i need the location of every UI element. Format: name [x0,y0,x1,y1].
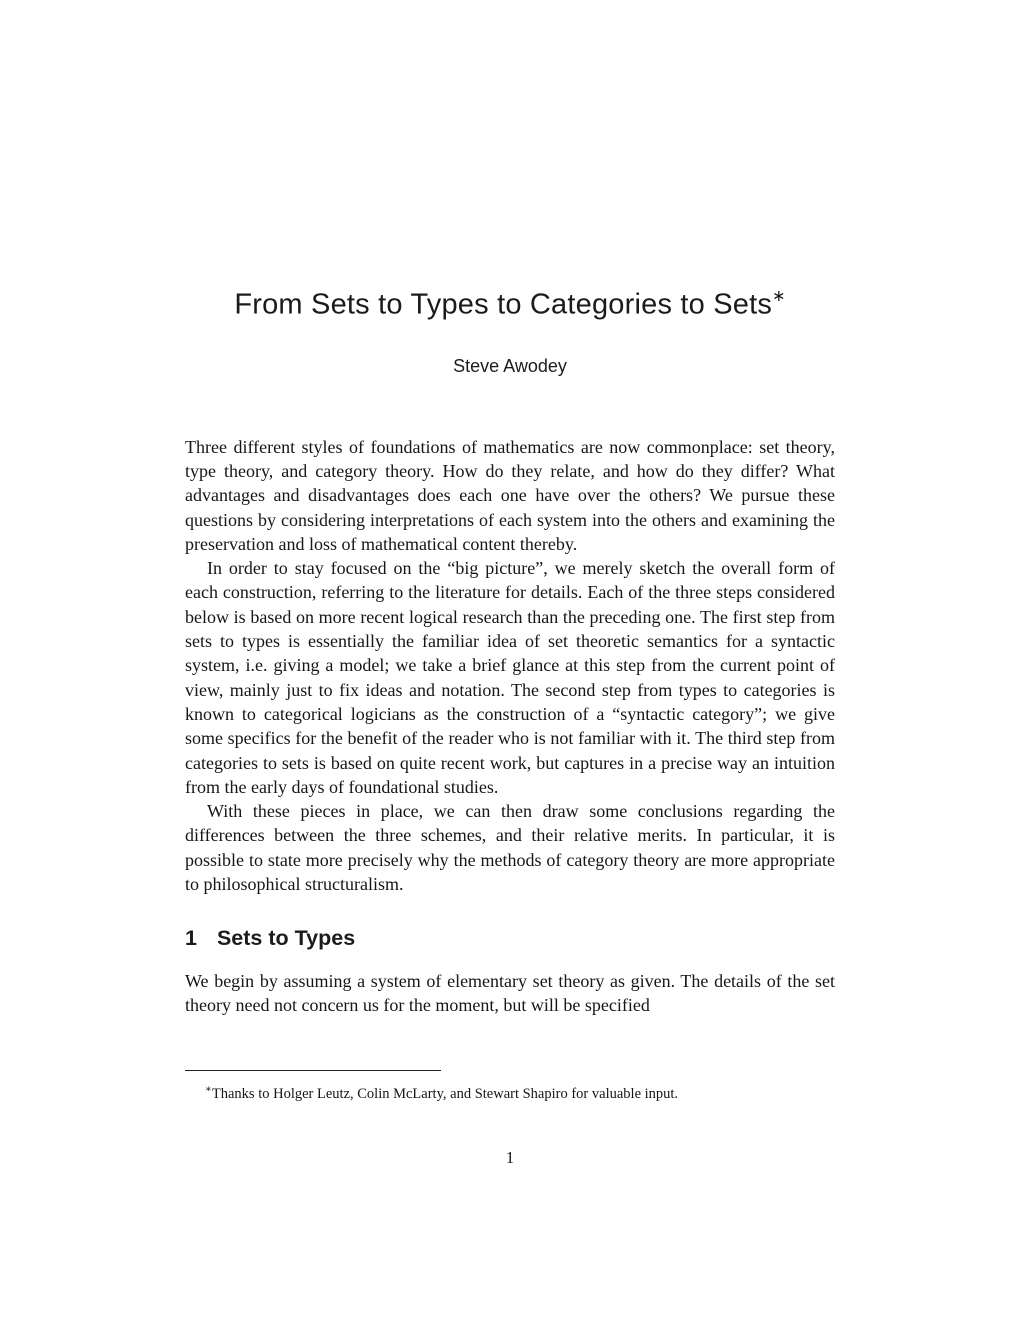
paper-title [185,282,835,322]
footnote [185,1080,835,1104]
footnote-rule [185,1070,441,1071]
title-footnote-mark: ∗ [772,288,786,306]
section-title: Sets to Types [216,926,356,951]
abstract-paragraph: With these pieces in place, we can then draw some conclusions regarding the differences between the three schemes, and their relative merits. In particular, it is possible to state more precisely why the methods of category theory are more appropriate to philosophical structuralism. [185,801,835,894]
paper-title-text: From Sets to Types to Categories to Sets [234,288,773,321]
abstract-paragraph: Three different styles of foundations of mathematics are now commonplace: set theory, type theory, and category theory. How do they relate, and how do they differ? What advantages and disadvantages does each one have over the others? We pursue these questions by considering interpretations of each system into the others and examining the preservation and loss of mathematical content thereby. [185,436,835,554]
footnote-mark: ∗ [205,1084,212,1095]
page-number: 1 [505,1148,515,1167]
section-number: 1 [185,926,197,951]
text-column [185,0,835,1017]
abstract-paragraph: In order to stay focused on the “big picture”, we merely sketch the overall form of each construction, referring to the literature for details. Each of the three steps considered below is based on more recent logical research than the preceding one. The first step from sets to types is essentially the familiar idea of set theoretic semantics for a syntactic system, i.e. giving a model; we take a brief glance at this step from the current point of view, mainly just to fix ideas and notation. The second step from types to categories is known to categorical logicians as the construction of a “syntactic category”; we give some specifics for the benefit of the reader who is not familiar with it. The third step from categories to sets is based on quite recent work, but captures in a precise way an intuition from the early days of foundational studies. [185,558,835,797]
footnote-block [185,1070,835,1104]
section-paragraph: We begin by assuming a system of elementary set theory as given. The details of the set theory need not concern us for the moment, but will be specified [185,970,835,1015]
section-heading [185,926,835,950]
paper-body [185,435,835,1018]
footnote-text: Thanks to Holger Leutz, Colin McLarty, and Stewart Shapiro for valuable input. [211,1085,679,1102]
paper-author: Steve Awodey [453,355,567,376]
